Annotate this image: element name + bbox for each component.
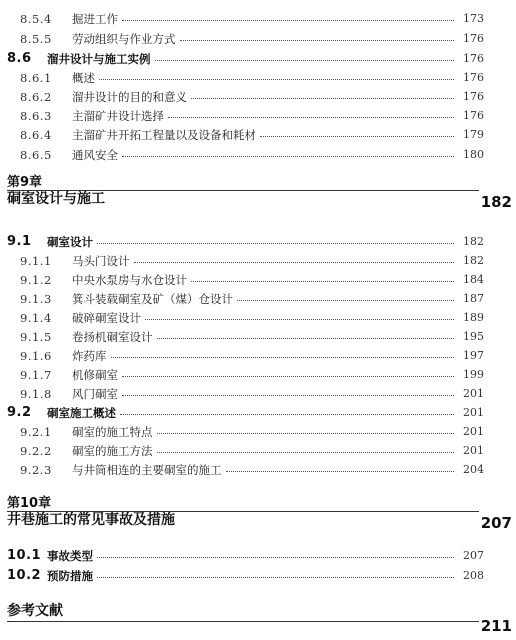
leader-dots bbox=[157, 452, 455, 453]
leader-dots bbox=[122, 156, 454, 157]
entry-page: 179 bbox=[463, 128, 484, 141]
entry-page: 173 bbox=[463, 12, 484, 25]
chapter-rule bbox=[7, 190, 479, 191]
entry-title: 事故类型 bbox=[47, 548, 93, 563]
toc-entry[interactable] bbox=[0, 87, 484, 106]
entry-title: 预防措施 bbox=[47, 568, 93, 583]
entry-number: 8.6.4 bbox=[20, 127, 52, 142]
leader-dots bbox=[122, 20, 454, 21]
chapter-label: 第9章 bbox=[7, 175, 43, 190]
entry-page: 208 bbox=[463, 569, 484, 582]
entry-number: 9.1.4 bbox=[20, 310, 52, 325]
entry-page: 207 bbox=[463, 549, 484, 562]
entry-title: 卷扬机硐室设计 bbox=[72, 329, 153, 344]
leader-dots bbox=[260, 136, 454, 137]
entry-number: 8.6.3 bbox=[20, 108, 52, 123]
toc-entry[interactable] bbox=[0, 403, 484, 422]
leader-dots bbox=[155, 60, 455, 61]
leader-dots bbox=[168, 117, 454, 118]
chapter-page: 207 bbox=[480, 514, 512, 532]
entry-page: 201 bbox=[463, 387, 484, 400]
chapter-title: 硐室设计与施工 bbox=[7, 191, 105, 207]
toc-entry[interactable] bbox=[0, 251, 484, 270]
entry-page: 182 bbox=[463, 254, 484, 267]
toc-entry[interactable] bbox=[0, 460, 484, 479]
leader-dots bbox=[111, 357, 455, 358]
entry-title: 风门硐室 bbox=[72, 386, 118, 401]
leader-dots bbox=[180, 40, 455, 41]
toc-entry[interactable] bbox=[0, 68, 484, 87]
entry-title: 马头门设计 bbox=[72, 253, 130, 268]
entry-number: 10.1 bbox=[7, 548, 42, 563]
toc-entry[interactable] bbox=[0, 270, 484, 289]
entry-page: 184 bbox=[463, 273, 484, 286]
chapter-title: 井巷施工的常见事故及措施 bbox=[7, 512, 175, 528]
entry-page: 176 bbox=[463, 71, 484, 84]
leader-dots bbox=[120, 414, 454, 415]
entry-title: 破碎硐室设计 bbox=[72, 310, 141, 325]
entry-page: 176 bbox=[463, 52, 484, 65]
leader-dots bbox=[157, 433, 455, 434]
entry-page: 187 bbox=[463, 292, 484, 305]
entry-page: 197 bbox=[463, 349, 484, 362]
entry-page: 176 bbox=[463, 90, 484, 103]
entry-page: 195 bbox=[463, 330, 484, 343]
toc-entry[interactable] bbox=[0, 365, 484, 384]
entry-number: 8.5.5 bbox=[20, 31, 52, 46]
leader-dots bbox=[97, 557, 454, 558]
entry-number: 8.6.5 bbox=[20, 147, 52, 162]
entry-page: 201 bbox=[463, 425, 484, 438]
entry-number: 9.1.2 bbox=[20, 272, 52, 287]
toc-entry[interactable] bbox=[0, 346, 484, 365]
toc-entry[interactable] bbox=[0, 9, 484, 28]
toc-entry[interactable] bbox=[0, 546, 484, 565]
entry-title: 箕斗装载硐室及矿（煤）仓设计 bbox=[72, 291, 233, 306]
entry-title: 机修硐室 bbox=[72, 367, 118, 382]
entry-title: 溜井设计与施工实例 bbox=[47, 51, 151, 66]
entry-page: 201 bbox=[463, 406, 484, 419]
leader-dots bbox=[99, 79, 454, 80]
entry-title: 概述 bbox=[72, 70, 95, 85]
entry-page: 189 bbox=[463, 311, 484, 324]
entry-title: 硐室施工概述 bbox=[47, 405, 116, 420]
entry-number: 9.1.7 bbox=[20, 367, 52, 382]
entry-number: 8.5.4 bbox=[20, 11, 52, 26]
leader-dots bbox=[97, 243, 454, 244]
references-heading[interactable] bbox=[7, 604, 512, 638]
entry-title: 炸药库 bbox=[72, 348, 107, 363]
chapter-page: 182 bbox=[480, 193, 512, 211]
entry-number: 9.1.1 bbox=[20, 253, 52, 268]
entry-page: 199 bbox=[463, 368, 484, 381]
leader-dots bbox=[97, 577, 454, 578]
leader-dots bbox=[237, 300, 454, 301]
toc-entry[interactable] bbox=[0, 289, 484, 308]
entry-number: 9.1 bbox=[7, 234, 32, 249]
entry-page: 176 bbox=[463, 109, 484, 122]
leader-dots bbox=[191, 281, 454, 282]
entry-page: 176 bbox=[463, 32, 484, 45]
toc-entry[interactable] bbox=[0, 29, 484, 48]
chapter-rule bbox=[7, 621, 479, 622]
entry-number: 8.6.1 bbox=[20, 70, 52, 85]
leader-dots bbox=[157, 338, 455, 339]
entry-title: 劳动组织与作业方式 bbox=[72, 31, 176, 46]
toc-entry[interactable] bbox=[0, 566, 484, 585]
leader-dots bbox=[191, 98, 454, 99]
entry-title: 硐室的施工特点 bbox=[72, 424, 153, 439]
toc-entry[interactable] bbox=[0, 125, 484, 144]
toc-entry[interactable] bbox=[0, 327, 484, 346]
toc-entry[interactable] bbox=[0, 145, 484, 164]
toc-entry[interactable] bbox=[0, 49, 484, 68]
toc-entry[interactable] bbox=[0, 422, 484, 441]
entry-title: 主溜矿井设计选择 bbox=[72, 108, 164, 123]
chapter-label: 第10章 bbox=[7, 496, 52, 511]
toc-entry[interactable] bbox=[0, 106, 484, 125]
leader-dots bbox=[134, 262, 455, 263]
entry-page: 204 bbox=[463, 463, 484, 476]
toc-entry[interactable] bbox=[0, 308, 484, 327]
entry-number: 9.1.6 bbox=[20, 348, 52, 363]
entry-page: 201 bbox=[463, 444, 484, 457]
chapter9-heading[interactable] bbox=[7, 175, 512, 219]
entry-title: 主溜矿井开拓工程量以及设备和耗材 bbox=[72, 127, 256, 142]
entry-title: 溜井设计的目的和意义 bbox=[72, 89, 187, 104]
entry-title: 硐室的施工方法 bbox=[72, 443, 153, 458]
leader-dots bbox=[122, 376, 454, 377]
entry-number: 9.2.2 bbox=[20, 443, 52, 458]
entry-number: 10.2 bbox=[7, 568, 42, 583]
entry-number: 9.2.1 bbox=[20, 424, 52, 439]
entry-number: 9.1.5 bbox=[20, 329, 52, 344]
references-page: 211 bbox=[480, 617, 512, 635]
chapter-rule bbox=[7, 511, 479, 512]
entry-number: 9.2.3 bbox=[20, 462, 52, 477]
toc-entry[interactable] bbox=[0, 232, 484, 251]
toc-entry[interactable] bbox=[0, 441, 484, 460]
entry-page: 182 bbox=[463, 235, 484, 248]
entry-number: 8.6.2 bbox=[20, 89, 52, 104]
entry-number: 9.1.8 bbox=[20, 386, 52, 401]
leader-dots bbox=[145, 319, 454, 320]
entry-title: 中央水泵房与水仓设计 bbox=[72, 272, 187, 287]
entry-page: 180 bbox=[463, 148, 484, 161]
references-title: 参考文献 bbox=[7, 603, 63, 619]
entry-number: 9.2 bbox=[7, 405, 32, 420]
chapter10-heading[interactable] bbox=[7, 496, 512, 540]
entry-title: 与井筒相连的主要硐室的施工 bbox=[72, 462, 222, 477]
entry-number: 8.6 bbox=[7, 51, 32, 66]
entry-title: 通风安全 bbox=[72, 147, 118, 162]
leader-dots bbox=[226, 471, 455, 472]
entry-title: 硐室设计 bbox=[47, 234, 93, 249]
entry-title: 掘进工作 bbox=[72, 11, 118, 26]
entry-number: 9.1.3 bbox=[20, 291, 52, 306]
leader-dots bbox=[122, 395, 454, 396]
toc-entry[interactable] bbox=[0, 384, 484, 403]
